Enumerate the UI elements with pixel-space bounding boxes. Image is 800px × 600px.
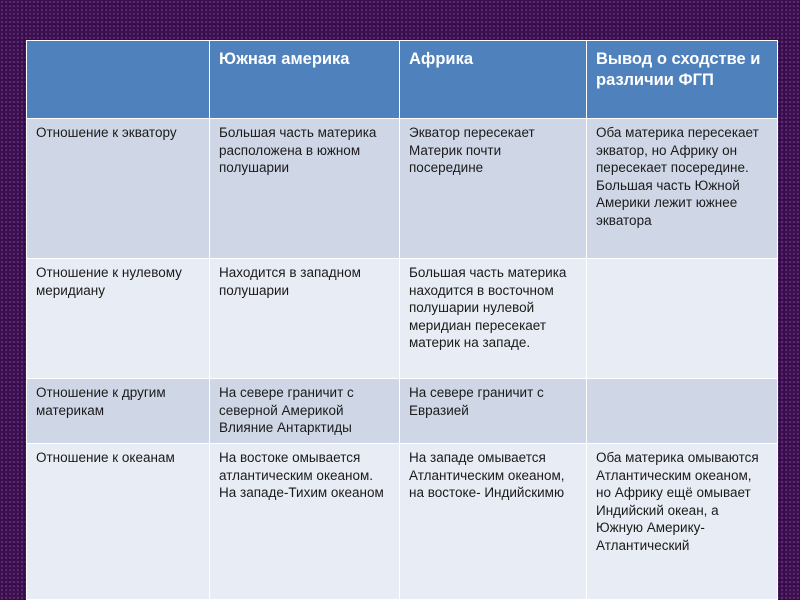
row-label-cell: Отношение к другим материкам — [26, 379, 210, 444]
table-cell: На западе омывается Атлантическим океаном, на востоке- Индийскимю — [400, 444, 587, 600]
header-cell-empty — [26, 40, 210, 119]
table-cell: Большая часть материка находится в восточном полушарии нулевой меридиан пересекает материк на западе. — [400, 259, 587, 379]
row-label-cell: Отношение к экватору — [26, 119, 210, 259]
table-cell: Большая часть материка расположена в южном полушарии — [210, 119, 400, 259]
header-cell-conclusion: Вывод о сходстве и различии ФГП — [587, 40, 778, 119]
table-cell — [587, 259, 778, 379]
table-cell: Оба материка омываются Атлантическим океаном, но Африку ещё омывает Индийский океан, а Южную Америку- Атлантический — [587, 444, 778, 600]
row-label-cell: Отношение к нулевому меридиану — [26, 259, 210, 379]
table-cell: На севере граничит с северной Америкой Влияние Антарктиды — [210, 379, 400, 444]
table-cell: Оба материка пересекает экватор, но Африку он пересекает посередине. Большая часть Южной Америки лежит южнее экватора — [587, 119, 778, 259]
comparison-table — [26, 40, 778, 600]
header-cell-south-america: Южная америка — [210, 40, 400, 119]
table-cell — [587, 379, 778, 444]
table-cell: Экватор пересекает Материк почти посередине — [400, 119, 587, 259]
header-cell-africa: Африка — [400, 40, 587, 119]
row-label-cell: Отношение к океанам — [26, 444, 210, 600]
table-cell: Находится в западном полушарии — [210, 259, 400, 379]
table-cell: На востоке омывается атлантическим океаном. На западе-Тихим океаном — [210, 444, 400, 600]
table-cell: На севере граничит с Евразией — [400, 379, 587, 444]
